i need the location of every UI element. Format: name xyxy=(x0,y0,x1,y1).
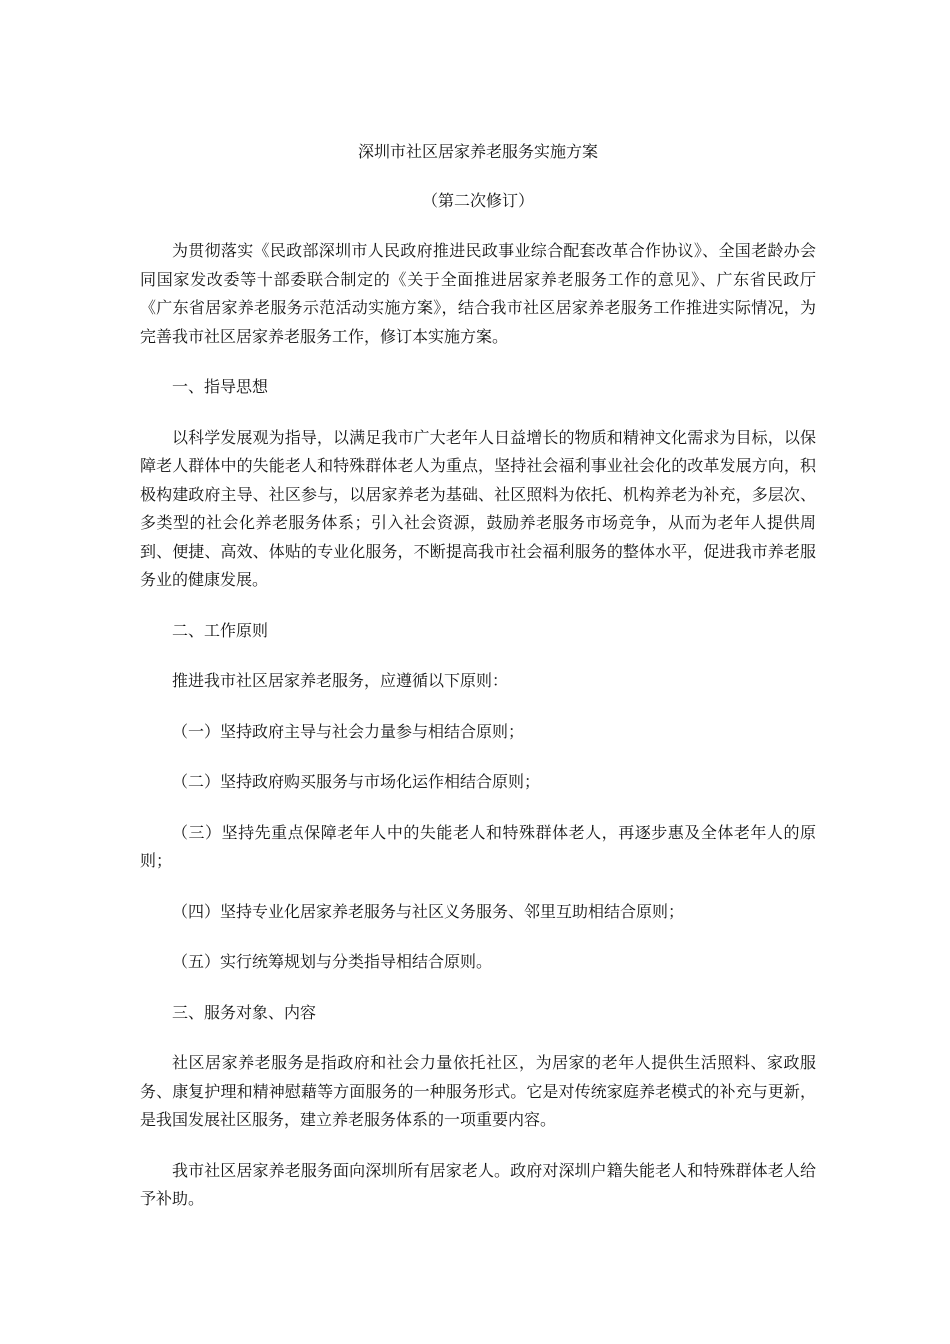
section-heading-guiding-thought: 一、指导思想 xyxy=(172,377,269,396)
section-body-service-target: 我市社区居家养老服务面向深圳所有居家老人。政府对深圳户籍失能老人和特殊群体老人给予补助。 xyxy=(140,1160,816,1208)
document-page xyxy=(140,138,816,1236)
section-body-guiding-thought: 以科学发展观为指导，以满足我市广大老年人日益增长的物质和精神文化需求为目标，以保障老人群体中的失能老人和特殊群体老人为重点，坚持社会福利事业社会化的改革发展方向，积极构建政府主导、社区参与，以居家养老为基础、社区照料为依托、机构养老为补充，多层次、多类型的社会化养老服务体系；引入社会资源，鼓励养老服务市场竞争，从而为老年人提供周到、便捷、高效、体贴的专业化服务，不断提高我市社会福利服务的整体水平，促进我市养老服务业的健康发展。 xyxy=(140,427,816,589)
principle-item: （三）坚持先重点保障老年人中的失能老人和特殊群体老人，再逐步惠及全体老年人的原则； xyxy=(140,822,816,870)
principle-item: （四）坚持专业化居家养老服务与社区义务服务、邻里互助相结合原则； xyxy=(172,901,685,921)
principle-item: （一）坚持政府主导与社会力量参与相结合原则； xyxy=(172,721,525,741)
document-title: 深圳市社区居家养老服务实施方案 xyxy=(357,142,598,161)
section-heading-service-scope: 三、服务对象、内容 xyxy=(172,1002,317,1022)
section-body-service-definition: 社区居家养老服务是指政府和社会力量依托社区，为居家的老年人提供生活照料、家政服务、康复护理和精神慰藉等方面服务的一种服务形式。它是对传统家庭养老模式的补充与更新，是我国发展社区服务，建立养老服务体系的一项重要内容。 xyxy=(140,1053,816,1129)
principle-item: （二）坚持政府购买服务与市场化运作相结合原则； xyxy=(172,772,541,791)
document-subtitle: （第二次修订） xyxy=(421,190,534,210)
section-lead-work-principles: 推进我市社区居家养老服务，应遵循以下原则： xyxy=(172,671,509,690)
intro-paragraph: 为贯彻落实《民政部深圳市人民政府推进民政事业综合配套改革合作协议》、全国老龄办会同国家发改委等十部委联合制定的《关于全面推进居家养老服务工作的意见》、广东省民政厅《广东省居家养老服务示范活动实施方案》，结合我市社区居家养老服务工作推进实际情况，为完善我市社区居家养老服务工作，修订本实施方案。 xyxy=(140,241,816,346)
section-heading-work-principles: 二、工作原则 xyxy=(172,620,269,640)
principle-item: （五）实行统筹规划与分类指导相结合原则。 xyxy=(172,952,493,971)
